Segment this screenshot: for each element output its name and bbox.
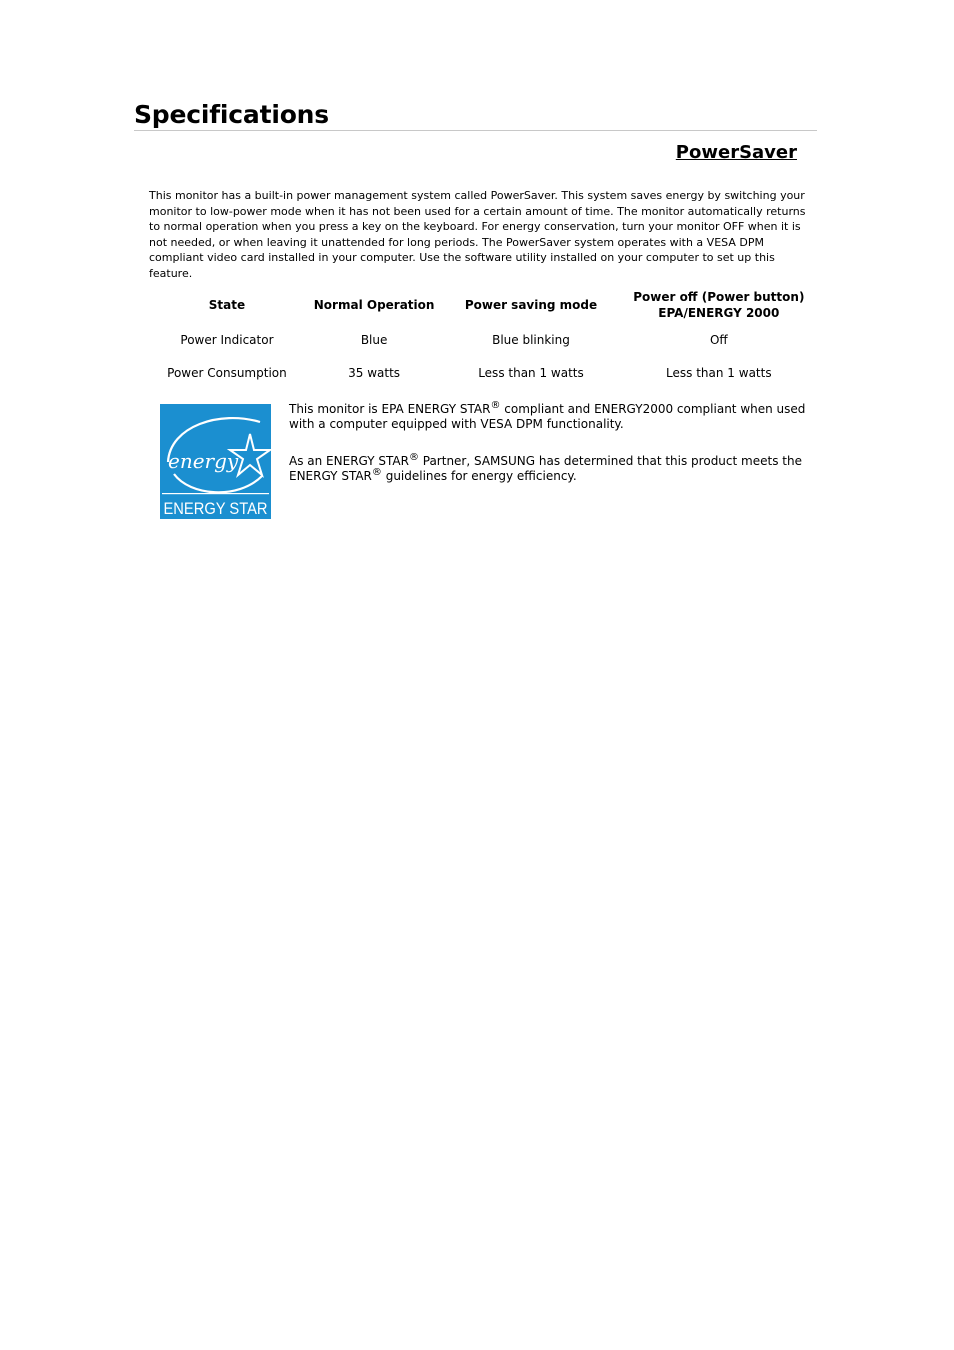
- header-power-off-line2: EPA/ENERGY 2000: [658, 306, 780, 320]
- table-cell: Blue blinking: [492, 332, 570, 347]
- table-cell: Off: [709, 332, 728, 347]
- intro-paragraph: This monitor has a built-in power management system called PowerSaver. This system saves energy by switching your monitor to low-power mode when it has not been used for a certain amount of time. The monitor automatically returns to normal operation when you press a key on the keyboard. For energy conservation, turn your monitor OFF when it is not needed, or when leaving it unattended for long periods. The PowerSaver system operates with a VESA DPM compliant video card installed in your computer. Use the software utility installed on your computer to set up this feature.: [149, 189, 806, 280]
- table-row: [149, 356, 819, 389]
- text-span: This monitor is EPA ENERGY STAR: [289, 402, 491, 416]
- table-row: [149, 323, 819, 356]
- registered-mark: ®: [408, 452, 419, 463]
- page-title: Specifications: [134, 100, 329, 129]
- energy-paragraph-2: [289, 454, 809, 484]
- energy-paragraph-1: [289, 402, 809, 432]
- text-span: As an ENERGY STAR: [289, 454, 409, 468]
- header-normal-operation: Normal Operation: [313, 298, 435, 312]
- header-power-saving: Power saving mode: [464, 298, 598, 312]
- text-span: compliant and ENERGY2000 compliant when used with a computer equipped with VESA DPM functionality.: [289, 402, 806, 431]
- energy-star-icon: [160, 404, 271, 519]
- energy-star-logo: [160, 404, 271, 519]
- logo-label: ENERGY STAR: [163, 499, 268, 518]
- table-cell: Power Indicator: [180, 332, 274, 347]
- title-divider: [134, 130, 817, 131]
- power-table: [149, 287, 819, 389]
- header-power-off-line1: Power off (Power button): [633, 290, 805, 304]
- energy-star-text: [289, 402, 809, 506]
- header-power-off: [619, 287, 819, 323]
- table-cell: 35 watts: [348, 365, 401, 380]
- table-cell: Less than 1 watts: [666, 365, 772, 380]
- registered-mark: ®: [371, 467, 382, 478]
- registered-mark: ®: [490, 400, 501, 411]
- text-span: guidelines for energy efficiency.: [381, 469, 577, 483]
- section-title: PowerSaver: [675, 142, 797, 163]
- table-cell: Blue: [360, 332, 388, 347]
- header-state: State: [208, 298, 246, 312]
- table-cell: Power Consumption: [167, 365, 287, 380]
- logo-script-text: energy: [168, 449, 239, 473]
- table-header-row: [149, 287, 819, 323]
- table-cell: Less than 1 watts: [478, 365, 584, 380]
- text-span: Partner, SAMSUNG has determined that this product meets the ENERGY STAR: [289, 454, 802, 483]
